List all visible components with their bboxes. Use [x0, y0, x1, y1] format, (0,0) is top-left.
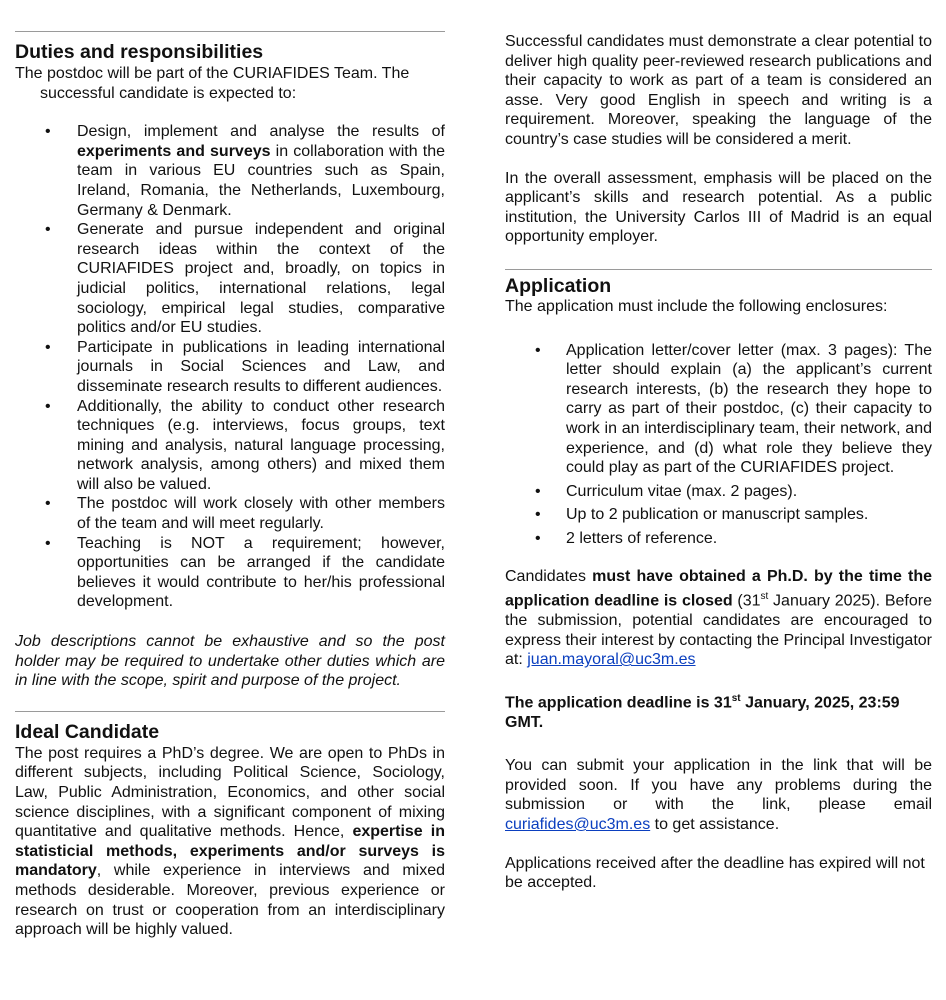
enclosures-list: [505, 341, 932, 549]
cand-text: Candidates: [505, 568, 593, 586]
enclosures-list-item: • Application letter/cover letter (max. 3 pages): The letter should explain (a) the applicant’s current research interests, (b) the research they hope to carry as part of their postdoc, (c) their capacity to work in an interdisciplinary team, their network, and experience, and (d) what role they believe they could play as part of the CURIAFIDES project.: [505, 341, 932, 478]
duties-heading: Duties and responsibilities: [15, 41, 264, 63]
ideal-text: The post requires a PhD’s degree. We are open to PhDs in different subjects, including Political Science, Sociology, Law, Public Administration, Economics, and other social science disciplines, with a significant component of mixing quantitative and qualitative methods. Hence,: [15, 744, 445, 841]
submission-paragraph: [505, 756, 932, 834]
deadline-sup: st: [731, 692, 741, 704]
duties-list-item: • The postdoc will work closely with other members of the team and will meet regularly.: [15, 494, 445, 533]
enclosures-list-item: • Curriculum vitae (max. 2 pages).: [505, 482, 932, 502]
duties-intro-line2: successful candidate is expected to:: [40, 84, 297, 102]
left-column: [15, 0, 445, 940]
ideal-candidate-text: [15, 744, 445, 940]
duties-intro: [15, 64, 445, 103]
duties-list-item: • Additionally, the ability to conduct other research techniques (e.g. interviews, focus groups, text mining and analysis, natural language processing, network analysis, among others) and mixed them will also be valued.: [15, 397, 445, 495]
pi-email-link[interactable]: juan.mayoral@uc3m.es: [527, 651, 696, 669]
duties-list: [15, 122, 445, 612]
requirements-paragraph: Successful candidates must demonstrate a clear potential to deliver high quality peer-reviewed research publications and their capacity to work as part of a team is considered an asse. Very good English in speech and writing is a requirement. Moreover, speaking the language of the country’s case studies will be considered a merit.: [505, 33, 932, 148]
ideal-candidate-heading: Ideal Candidate: [15, 720, 160, 743]
section-divider: [505, 269, 932, 270]
enclosures-list-item: • Up to 2 publication or manuscript samples.: [505, 505, 932, 525]
duties-list-item: • Generate and pursue independent and original research ideas within the context of the CURIAFIDES project and, broadly, on topics in judicial politics, international relations, legal sociology, empirical legal studies, comparative politics and/or EU studies.: [15, 220, 445, 338]
enclosures-list-item: • 2 letters of reference.: [505, 529, 932, 549]
duties-note: Job descriptions cannot be exhaustive and so the post holder may be required to undertake other duties which are in line with the scope, spirit and purpose of the project.: [15, 633, 445, 690]
help-email-link[interactable]: curiafides@uc3m.es: [505, 816, 651, 834]
cand-text: Before the submission, potential candidates are encouraged to express their interest by contacting the Principal Investigator at:: [505, 592, 932, 669]
duty-text: Design, implement and analyse the results of: [77, 123, 445, 141]
section-divider: [15, 711, 445, 712]
candidates-requirement-paragraph: [505, 567, 932, 669]
duty-text: in collaboration with the team in various EU countries such as Spain, Ireland, Romania, the Netherlands, Luxembourg, Germany & Denmark.: [77, 142, 446, 219]
cand-date: (31: [732, 592, 761, 610]
application-intro: The application must include the following enclosures:: [505, 297, 888, 315]
section-divider: [15, 31, 445, 32]
ideal-bold-text: expertise in statisticial methods, experiments and/or surveys is mandatory: [15, 823, 445, 880]
late-applications-paragraph: Applications received after the deadline has expired will not be accepted.: [505, 854, 925, 892]
deadline-paragraph: [505, 689, 932, 733]
right-column: [505, 0, 932, 893]
submit-text: to get assistance.: [650, 816, 780, 834]
duties-list-item: [15, 122, 445, 220]
cand-bold-text: must have obtained a Ph.D. by the time the application deadline is closed: [505, 568, 932, 610]
duties-list-item: • Participate in publications in leading international journals in Social Sciences and Law, and disseminate research results to different audiences.: [15, 338, 445, 397]
submit-text: You can submit your application in the link that will be provided soon. If you have any problems during the submission or with the link, please email: [505, 757, 932, 814]
duties-intro-line1: The postdoc will be part of the CURIAFIDES Team. The: [15, 65, 410, 82]
duties-list-item: • Teaching is NOT a requirement; however, opportunities can be arranged if the candidate believes it would contribute to her/his professional development.: [15, 534, 445, 612]
application-heading: Application: [505, 274, 612, 297]
ideal-text: , while experience in interviews and mixed methods desiderable. Moreover, previous experience or research on trust or cooperation from an interdisciplinary approach will be highly valued.: [15, 862, 445, 939]
duty-bold-text: experiments and surveys: [77, 142, 271, 160]
cand-date: January 2025).: [768, 592, 881, 610]
assessment-paragraph: In the overall assessment, emphasis will be placed on the applicant’s skills and research potential. As a public institution, the University Carlos III of Madrid is an equal opportunity employer.: [505, 169, 932, 246]
deadline-text: The application deadline is 31: [505, 694, 732, 712]
cand-date-sup: st: [760, 591, 769, 603]
deadline-text: January, 2025, 23:59 GMT.: [505, 694, 900, 731]
